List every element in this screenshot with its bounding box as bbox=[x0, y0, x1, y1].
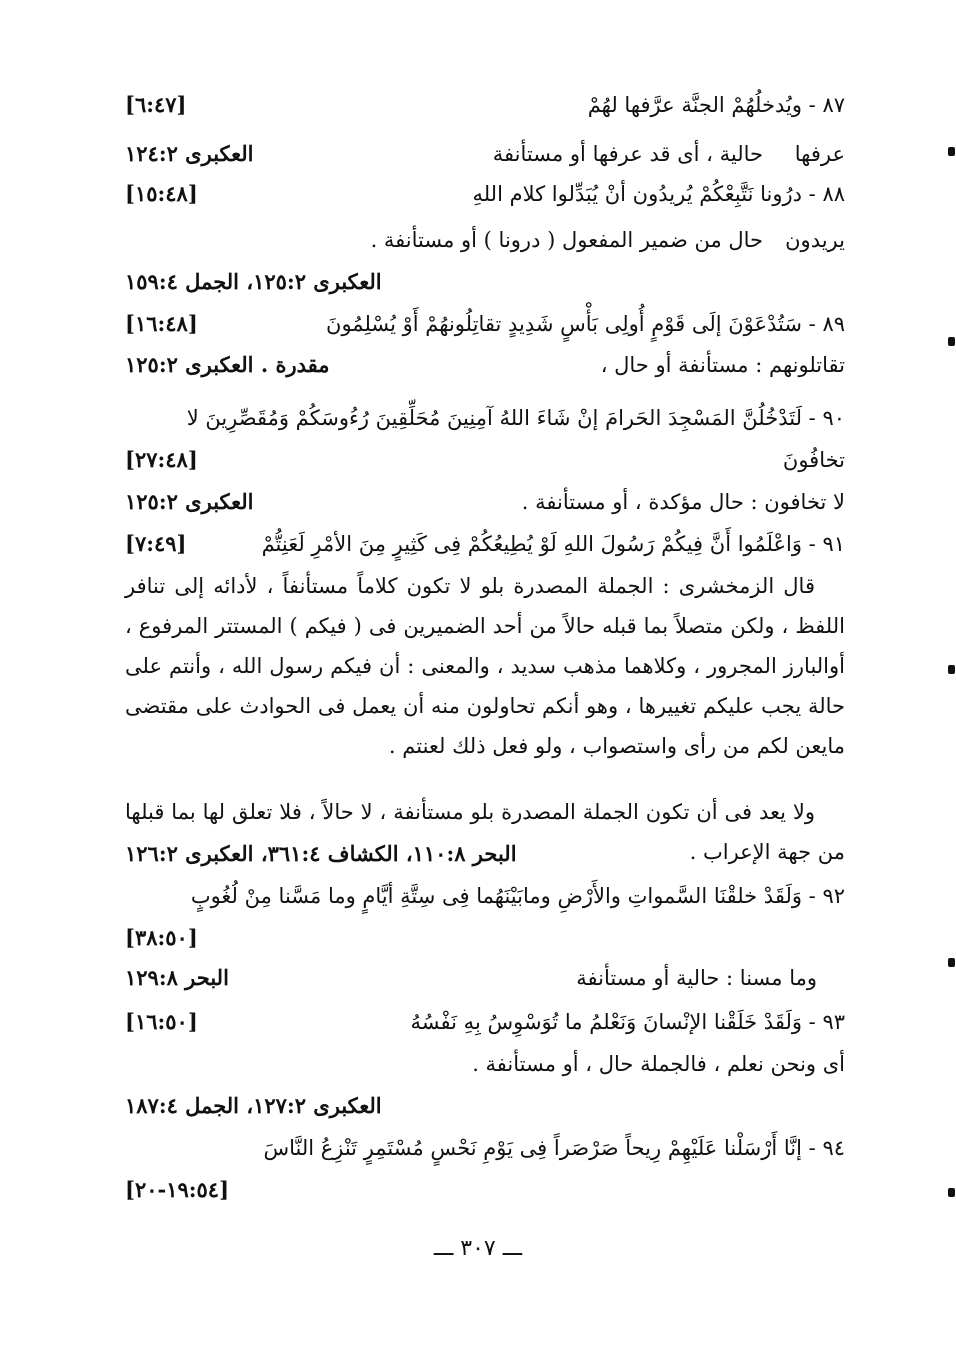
margin-mark bbox=[948, 1188, 955, 1197]
verse-87-note: حالية ، أى قد عرفها أو مستأنفة bbox=[492, 142, 763, 166]
verse-93-source-line bbox=[125, 1086, 845, 1126]
verse-91-ref: [٧:٤٩] bbox=[125, 531, 187, 556]
verse-88-ref: [١٥:٤٨] bbox=[125, 181, 198, 206]
margin-mark bbox=[948, 665, 955, 674]
verse-90-note: لا تخافون : حال مؤكدة ، أو مستأنفة . bbox=[521, 490, 845, 514]
verse-94-line bbox=[125, 1128, 845, 1168]
verse-94-ref-line bbox=[125, 1170, 845, 1210]
verse-93-note-line bbox=[125, 1044, 845, 1084]
verse-89-ref: [١٦:٤٨] bbox=[125, 311, 198, 336]
verse-94-text: ٩٤ - إنَّا أَرْسَلْنا عَلَيْهِمْ رِيحاً صَرْصَراً فِى يَوْمِ نَحْسٍ مُسْتَمِرٍ تَنْزِعُ النَّاسَ bbox=[263, 1136, 845, 1160]
verse-89-line bbox=[125, 304, 845, 344]
verse-88-note-word: يريدون bbox=[785, 228, 845, 252]
verse-90-line-2 bbox=[125, 440, 845, 480]
verse-87-line bbox=[125, 85, 845, 125]
verse-93-source: العكبرى ١٢٧:٢، الجمل ١٨٧:٤ bbox=[125, 1093, 382, 1118]
verse-87-source: العكبرى ١٢٤:٢ bbox=[125, 141, 254, 166]
verse-91-commentary-2: ولا يعد فى أن تكون الجملة المصدرة بلو مستأنفة ، لا حالاً ، فلا تعلق لها بما قبلها من جهة الإعراب . bbox=[125, 800, 845, 864]
page-number: ـــ ٣٠٧ ـــ bbox=[433, 1236, 523, 1261]
verse-91-source-line bbox=[125, 834, 845, 874]
verse-94-ref: [١٩:٥٤-٢٠] bbox=[125, 1177, 230, 1202]
verse-88-text: ٨٨ - درُونا نَتَّبِعْكُمْ يُريدُون أنْ يُبَدِّلوا كلام اللهِ bbox=[472, 182, 845, 206]
verse-92-ref: [٣٨:٥٠] bbox=[125, 925, 198, 950]
verse-88-note-line bbox=[125, 220, 845, 260]
verse-92-note-line bbox=[125, 958, 845, 998]
verse-88-source-line bbox=[125, 262, 845, 302]
verse-90-note-line bbox=[125, 482, 845, 522]
verse-88-source: العكبرى ١٢٥:٢، الجمل ١٥٩:٤ bbox=[125, 269, 382, 294]
verse-92-note: وما مسنا : حالية أو مستأنفة bbox=[576, 966, 817, 990]
verse-93-ref: [١٦:٥٠] bbox=[125, 1009, 198, 1034]
margin-mark bbox=[948, 147, 955, 156]
verse-90-text-2: تخافُونَ bbox=[782, 448, 845, 472]
verse-87-note-word: عرفها bbox=[794, 142, 845, 166]
verse-90-text-1: ٩٠ - لَتَدْخُلُنَّ المَسْجِدَ الحَرامَ إنْ شَاءَ اللهُ آمِنِينَ مُحَلِّقِينَ رُءُوسَكُمْ وَمُقَصِّرِينَ لا bbox=[186, 406, 845, 430]
margin-mark bbox=[948, 337, 955, 346]
verse-92-line bbox=[125, 876, 845, 916]
verse-91-commentary-1: قال الزمخشرى : الجملة المصدرة بلو لا تكون كلاماً مستأنفاً ، لأدائه إلى تنافر اللفظ ، ولكن متصلاً بما قبله حالاً من أحد الضميرين فى ( فيكم ) المستتر المرفوع ، أوالبارز المجرور ، وكلاهما مذهب سديد ، والمعنى : أن فيكم رسول الله ، وأنتم على حالة يجب عليكم تغييرها ، وهو أنكم تحاولون منه أن يعمل فى الحوادث على مقتضى مايعن لكم من رأى واستصواب ، ولو فعل ذلك لعنتم . bbox=[125, 574, 845, 758]
verse-90-source: العكبرى ١٢٥:٢ bbox=[125, 489, 254, 514]
margin-mark bbox=[948, 958, 955, 967]
verse-91-line bbox=[125, 524, 845, 564]
verse-87-note-line bbox=[125, 134, 845, 174]
verse-89-note-source: مقدرة . العكبرى ١٢٥:٢ bbox=[125, 352, 330, 377]
verse-93-line bbox=[125, 1002, 845, 1042]
verse-92-ref-line bbox=[125, 918, 845, 958]
verse-87-ref: [٦:٤٧] bbox=[125, 92, 187, 117]
verse-89-note: تقاتلونهم : مستأنفة أو حال ، bbox=[600, 353, 845, 377]
verse-92-source: البحر ١٢٩:٨ bbox=[125, 965, 229, 990]
verse-87-text: ٨٧ - ويُدخلُهُمْ الجنَّة عرَّفها لهُمْ bbox=[587, 93, 845, 117]
verse-89-text: ٨٩ - سَتُدْعَوْنَ إلَى قَوْمٍ أُولِى بَأْسٍ شَدِيدٍ تقاتِلُونهُمْ أَوْ يُسْلِمُونَ bbox=[326, 312, 845, 336]
verse-91-text: ٩١ - وَاعْلَمُوا أَنَّ فِيكُمْ رَسُولَ اللهِ لَوْ يُطِيعُكُمْ فِى كَثِيرٍ مِنَ الأمْرِ لَعَنِتُّمْ bbox=[261, 532, 845, 556]
verse-93-note: أى ونحن نعلم ، فالجملة حال ، أو مستأنفة . bbox=[472, 1052, 845, 1076]
verse-89-note-line bbox=[125, 345, 845, 385]
verse-92-text: ٩٢ - وَلَقَدْ خلقْنَا السَّمواتِ والأَرْضِ ومابَيْنَهُما فِى سِتَّةِ أيَّامٍ وما مَسَّنا مِنْ لُغُوبٍ bbox=[190, 884, 845, 908]
verse-88-line bbox=[125, 174, 845, 214]
verse-90-line bbox=[125, 398, 845, 438]
verse-90-ref: [٢٧:٤٨] bbox=[125, 447, 198, 472]
verse-91-source: البحر ١١٠:٨، الكشاف ٣٦١:٤، العكبرى ١٢٦:٢ bbox=[125, 841, 517, 866]
verse-93-text: ٩٣ - وَلَقَدْ خَلَقْنا الإنْسانَ وَنَعْلمُ ما تُوَسْوِسُ بِهِ نَفْسُهُ bbox=[410, 1010, 845, 1034]
verse-88-note: حال من ضمير المفعول ( درونا ) أو مستأنفة . bbox=[370, 228, 763, 252]
